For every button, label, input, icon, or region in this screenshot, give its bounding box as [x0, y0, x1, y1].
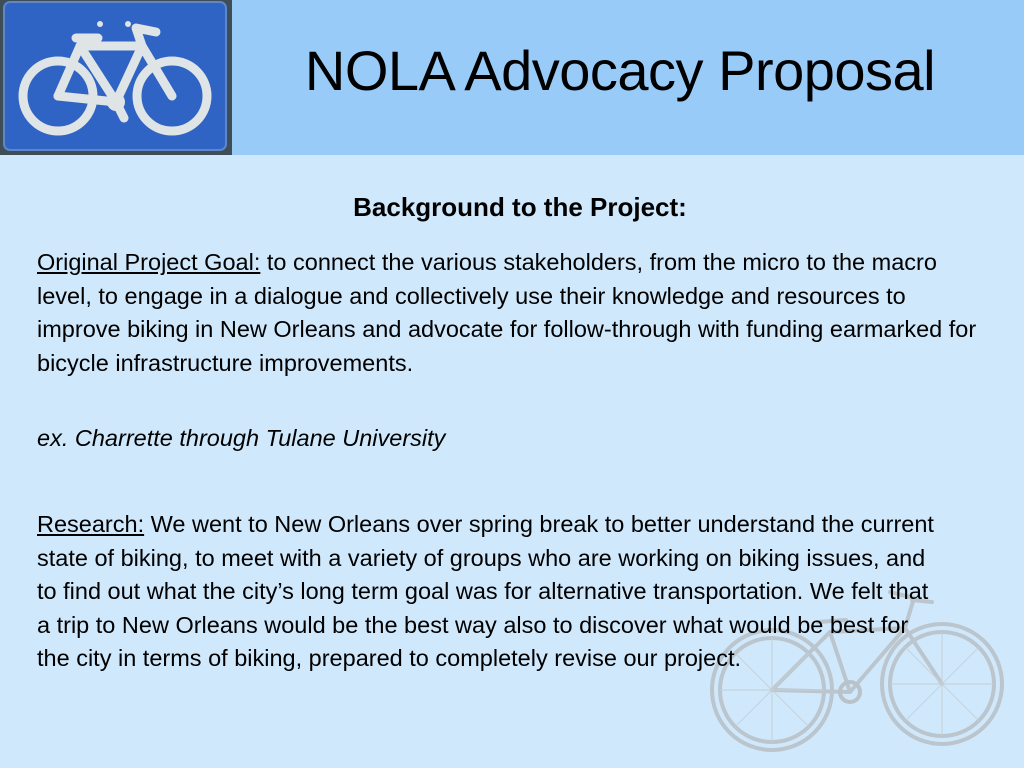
research-text: We went to New Orleans over spring break to better understand the current state of biking, to meet with a variety of groups who are working on biking issues, and to find out what the city’s long term goal was for alternative transportation. We felt that a trip to New Orleans would be the best way also to discover what would be best for the city in terms of biking, prepared to completely revise our project. — [37, 511, 934, 672]
bicycle-sign-icon — [0, 0, 232, 155]
section-subtitle: Background to the Project: — [353, 192, 687, 222]
research-label: Research: — [37, 511, 145, 537]
goal-paragraph — [37, 246, 987, 380]
goal-label: Original Project Goal: — [37, 249, 261, 275]
header-bar — [0, 0, 1024, 155]
goal-example: ex. Charrette through Tulane University — [37, 425, 446, 451]
goal-text: to connect the various stakeholders, from the micro to the macro level, to engage in a dialogue and collectively use their knowledge and resources to improve biking in New Orleans and advocate for follow-through with funding earmarked for bicycle infrastructure improvements. — [37, 249, 977, 376]
page-title: NOLA Advocacy Proposal — [304, 39, 936, 102]
research-paragraph — [37, 508, 937, 676]
